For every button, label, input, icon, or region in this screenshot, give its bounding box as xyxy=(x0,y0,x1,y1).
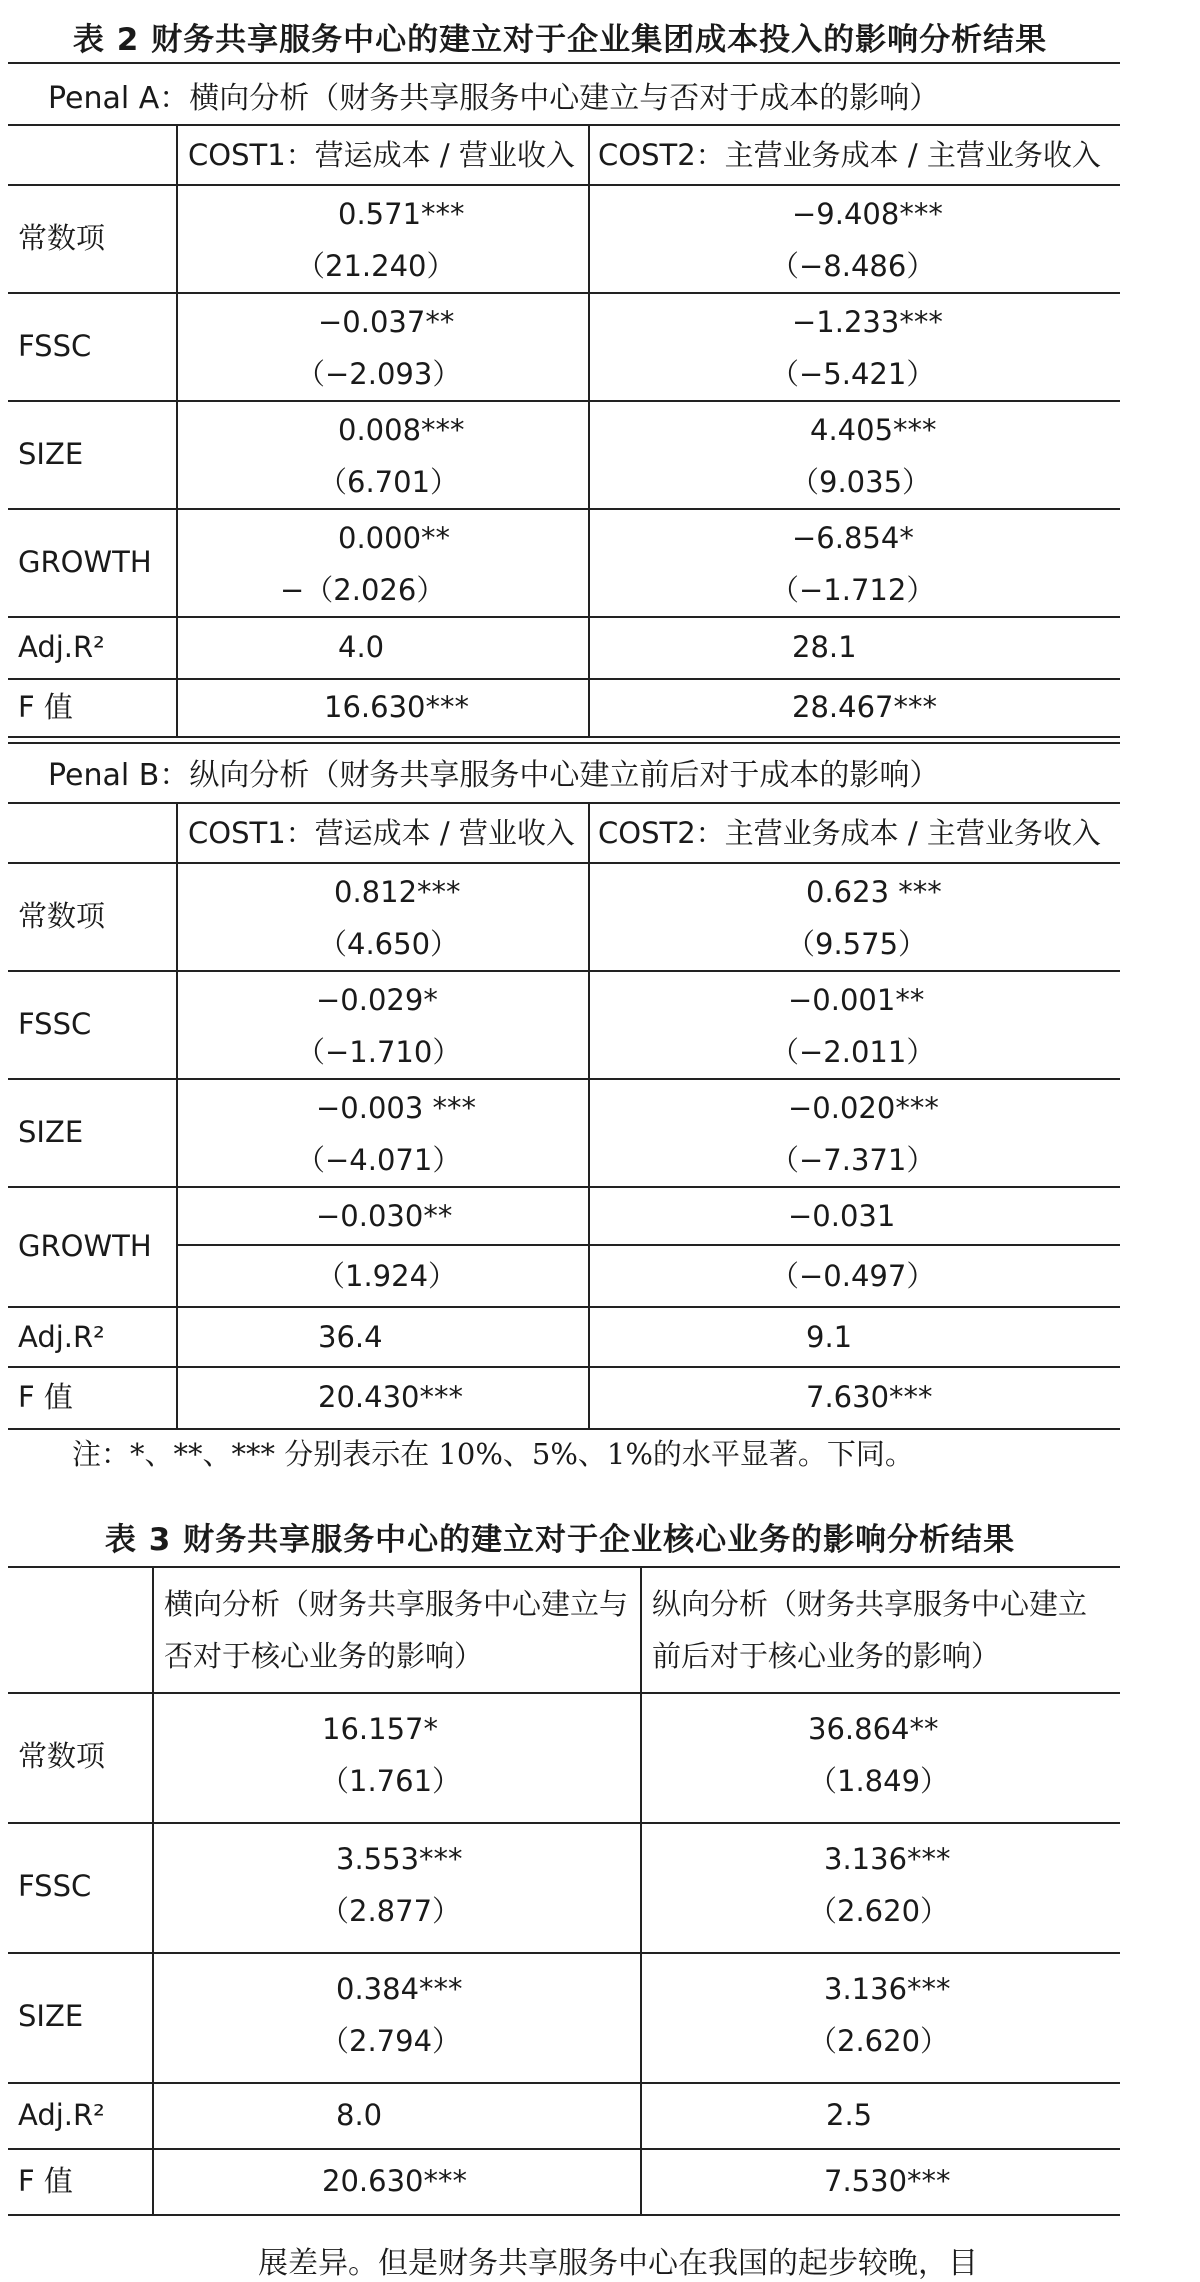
t-stat: （1.924） xyxy=(316,1259,458,1293)
row-label: FSSC xyxy=(18,329,92,363)
coef: 3.136*** xyxy=(824,1972,951,2006)
row-label: 常数项 xyxy=(18,899,106,933)
t-stat: （−0.497） xyxy=(770,1259,936,1293)
rule xyxy=(8,400,1120,402)
t-stat: （1.849） xyxy=(808,1764,950,1798)
t-stat: （−7.371） xyxy=(770,1143,936,1177)
rule xyxy=(8,1428,1120,1430)
t-stat: −（2.026） xyxy=(280,573,446,607)
panel-b-col1-header: COST1：营运成本 / 营业收入 xyxy=(188,816,575,850)
rule xyxy=(8,124,1120,126)
coef: −0.001** xyxy=(788,983,925,1017)
col-rule xyxy=(588,802,590,1428)
t-stat: （1.761） xyxy=(320,1764,462,1798)
coef: −0.030** xyxy=(316,1199,453,1233)
t-stat: （−4.071） xyxy=(296,1143,462,1177)
row-label: 常数项 xyxy=(18,221,106,255)
rule xyxy=(8,292,1120,294)
adj-r2-value: 9.1 xyxy=(806,1320,853,1354)
coef: −9.408*** xyxy=(792,197,943,231)
row-label: FSSC xyxy=(18,1869,92,1903)
t-stat: （21.240） xyxy=(296,249,456,283)
coef: −0.037** xyxy=(318,305,455,339)
t-stat: （4.650） xyxy=(318,927,460,961)
adj-r2-value: 2.5 xyxy=(826,2098,873,2132)
f-value: 20.430*** xyxy=(318,1380,463,1414)
t-stat: （2.794） xyxy=(320,2024,462,2058)
adj-r2-value: 8.0 xyxy=(336,2098,383,2132)
f-value: 7.530*** xyxy=(824,2164,951,2198)
rule xyxy=(8,1366,1120,1368)
coef: 4.405*** xyxy=(810,413,937,447)
rule xyxy=(8,862,1120,864)
coef: −0.020*** xyxy=(788,1091,939,1125)
f-value: 28.467*** xyxy=(792,690,937,724)
rule xyxy=(8,184,1120,186)
coef: −6.854* xyxy=(792,521,914,555)
row-label: Adj.R² xyxy=(18,1320,105,1354)
rule xyxy=(8,1692,1120,1694)
col-rule xyxy=(588,124,590,736)
adj-r2-value: 28.1 xyxy=(792,630,857,664)
body-text-line: 展差异。但是财务共享服务中心在我国的起步较晚，目 xyxy=(258,2246,978,2281)
table3-col2-header: 纵向分析（财务共享服务中心建立 xyxy=(652,1587,1088,1621)
table-note: 注：*、**、*** 分别表示在 10%、5%、1%的水平显著。下同。 xyxy=(72,1437,914,1471)
row-label: F 值 xyxy=(18,690,73,724)
rule xyxy=(8,1566,1120,1568)
f-value: 20.630*** xyxy=(322,2164,467,2198)
panel-b-col2-header: COST2：主营业务成本 / 主营业务收入 xyxy=(598,816,1101,850)
coef: 0.008*** xyxy=(338,413,465,447)
col-rule xyxy=(152,1566,154,2214)
t-stat: （9.575） xyxy=(786,927,928,961)
rule xyxy=(176,1244,1120,1246)
col-rule xyxy=(176,802,178,1428)
row-label: GROWTH xyxy=(18,1229,152,1263)
t-stat: （−1.712） xyxy=(770,573,936,607)
rule xyxy=(8,802,1120,804)
rule xyxy=(8,2082,1120,2084)
panel-b-label: Penal B：纵向分析（财务共享服务中心建立前后对于成本的影响） xyxy=(48,758,940,793)
f-value: 16.630*** xyxy=(324,690,469,724)
table3-col1-header: 否对于核心业务的影响） xyxy=(164,1639,484,1673)
panel-a-col1-header: COST1：营运成本 / 营业收入 xyxy=(188,138,575,172)
t-stat: （−1.710） xyxy=(296,1035,462,1069)
row-label: F 值 xyxy=(18,1380,73,1414)
rule xyxy=(8,678,1120,680)
coef: −0.031 xyxy=(788,1199,896,1233)
coef: 36.864** xyxy=(808,1712,939,1746)
rule xyxy=(8,1952,1120,1954)
row-label: Adj.R² xyxy=(18,630,105,664)
table3-title: 表 3 财务共享服务中心的建立对于企业核心业务的影响分析结果 xyxy=(104,1522,1016,1558)
rule xyxy=(8,1822,1120,1824)
rule xyxy=(8,1306,1120,1308)
coef: 0.384*** xyxy=(336,1972,463,2006)
coef: 3.553*** xyxy=(336,1842,463,1876)
f-value: 7.630*** xyxy=(806,1380,933,1414)
row-label: SIZE xyxy=(18,437,84,471)
row-label: SIZE xyxy=(18,1115,84,1149)
coef: −0.003 *** xyxy=(316,1091,477,1125)
table3-col1-header: 横向分析（财务共享服务中心建立与 xyxy=(164,1587,629,1621)
col-rule xyxy=(176,124,178,736)
t-stat: （−8.486） xyxy=(770,249,936,283)
t-stat: （−2.093） xyxy=(296,357,462,391)
row-label: SIZE xyxy=(18,1999,84,2033)
row-label: F 值 xyxy=(18,2164,73,2198)
panel-a-label: Penal A：横向分析（财务共享服务中心建立与否对于成本的影响） xyxy=(48,81,940,116)
row-label: FSSC xyxy=(18,1007,92,1041)
row-label: Adj.R² xyxy=(18,2098,105,2132)
rule xyxy=(8,2148,1120,2150)
coef: 3.136*** xyxy=(824,1842,951,1876)
table2-title: 表 2 财务共享服务中心的建立对于企业集团成本投入的影响分析结果 xyxy=(72,22,1048,58)
t-stat: （2.877） xyxy=(320,1894,462,1928)
rule xyxy=(8,1078,1120,1080)
panel-a-col2-header: COST2：主营业务成本 / 主营业务收入 xyxy=(598,138,1101,172)
coef: 0.812*** xyxy=(334,875,461,909)
coef: 0.000** xyxy=(338,521,451,555)
rule xyxy=(8,616,1120,618)
adj-r2-value: 36.4 xyxy=(318,1320,383,1354)
t-stat: （2.620） xyxy=(808,1894,950,1928)
rule xyxy=(8,736,1120,738)
t-stat: （2.620） xyxy=(808,2024,950,2058)
t-stat: （6.701） xyxy=(318,465,460,499)
rule xyxy=(8,62,1120,64)
rule xyxy=(8,508,1120,510)
t-stat: （−2.011） xyxy=(770,1035,936,1069)
t-stat: （−5.421） xyxy=(770,357,936,391)
coef: 0.623 *** xyxy=(806,875,942,909)
coef: 0.571*** xyxy=(338,197,465,231)
coef: −0.029* xyxy=(316,983,438,1017)
coef: −1.233*** xyxy=(792,305,943,339)
coef: 16.157* xyxy=(322,1712,438,1746)
rule xyxy=(8,2214,1120,2216)
rule xyxy=(8,970,1120,972)
rule xyxy=(8,1186,1120,1188)
adj-r2-value: 4.0 xyxy=(338,630,385,664)
rule xyxy=(8,742,1120,744)
row-label: 常数项 xyxy=(18,1739,106,1773)
row-label: GROWTH xyxy=(18,545,152,579)
t-stat: （9.035） xyxy=(790,465,932,499)
table3-col2-header: 前后对于核心业务的影响） xyxy=(652,1639,1001,1673)
col-rule xyxy=(640,1566,642,2214)
